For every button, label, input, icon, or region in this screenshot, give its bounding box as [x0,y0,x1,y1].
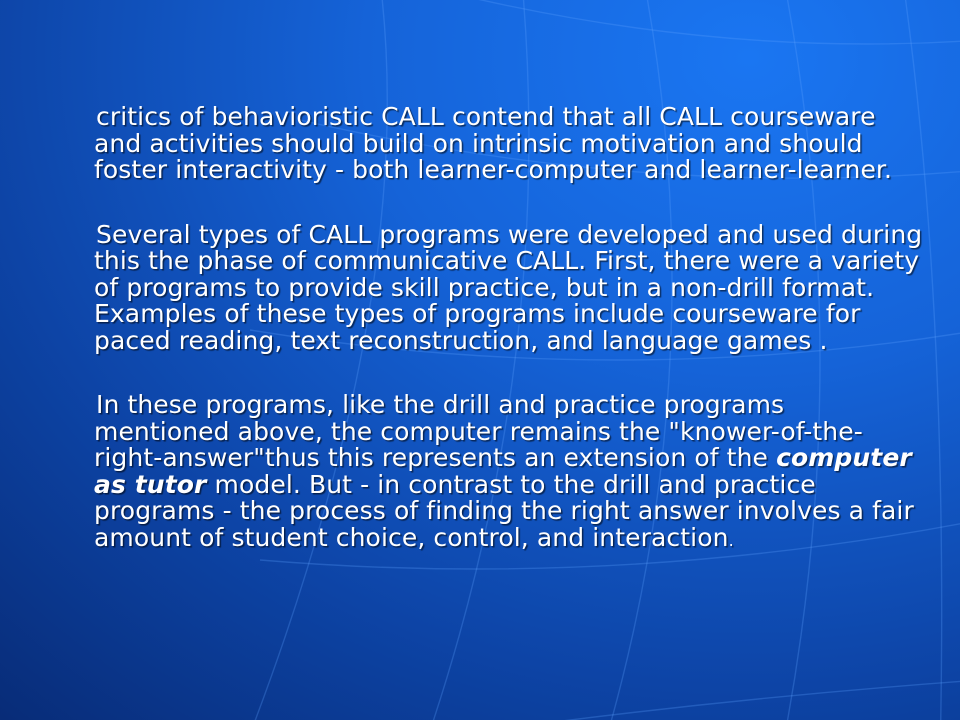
paragraph-call-programs [94,219,924,355]
paragraph-call-programs-text: Several types of CALL programs were developed and used during this the phase of communicative CALL. First, there were a variety of programs to provide skill practice, but in a non-drill format. Examples of these types of programs include courseware for paced reading, text reconstruction, and language games . [94,219,923,355]
paragraph-these-programs-text-end: model. But - in contrast to the drill and practice programs - the process of finding the right answer involves a fair amount of student choice, control, and interaction [94,469,914,552]
paragraph-these-programs [94,392,924,554]
paragraph-critics [94,104,924,184]
slide-text-body [94,104,924,592]
computer-as-tutor-emphasis: computer as tutor [94,443,912,499]
paragraph-these-programs-text-start: In these programs, like the drill and practice programs mentioned above, the computer remains the "knower-of-the-right-answer"thus this represents an extension of the [94,390,863,472]
paragraph-critics-text: critics of behavioristic CALL contend that all CALL courseware and activities should build on intrinsic motivation and should foster interactivity - both learner-computer and learner-learner. [94,102,893,184]
paragraph-end-period: . [728,530,734,550]
